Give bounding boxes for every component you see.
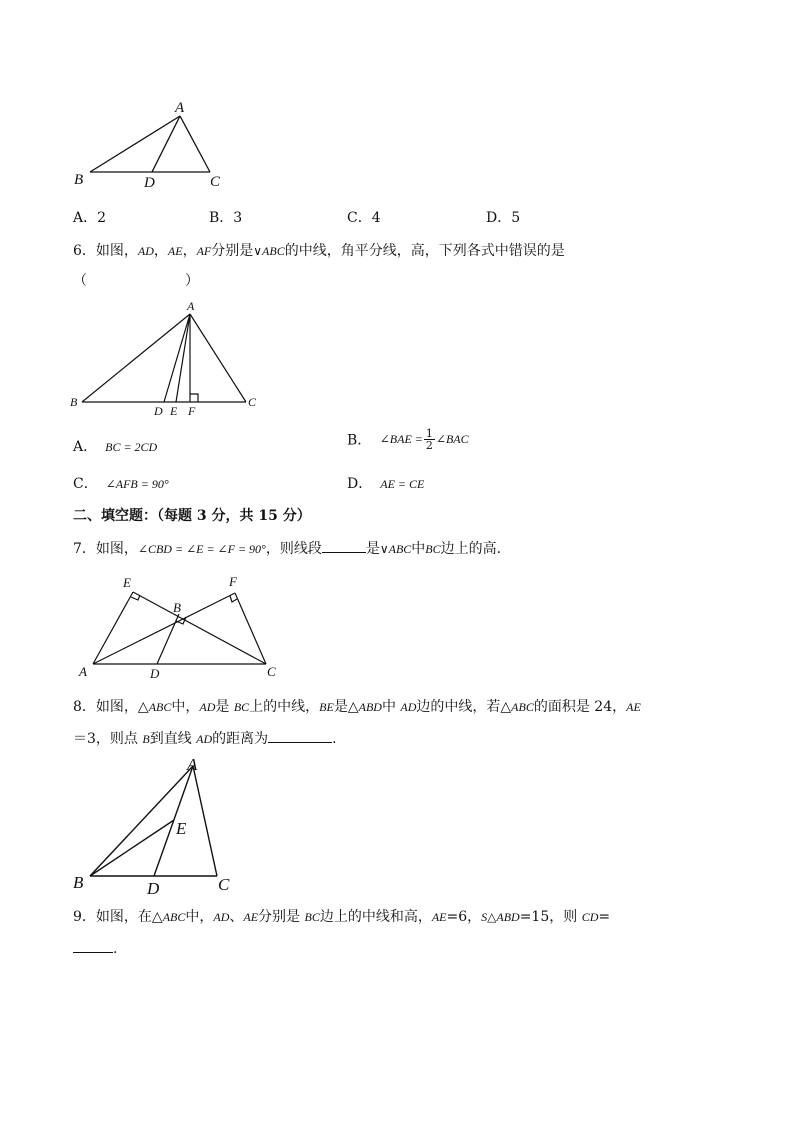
q8-stem-line2: ＝3，则点 B到直线 AD的距离为 . — [73, 731, 337, 747]
label-b: B — [173, 600, 181, 615]
label-c: C — [248, 395, 257, 409]
label-b: B — [73, 873, 84, 892]
right-angle-e — [131, 595, 140, 600]
segment-ec — [133, 592, 266, 664]
segment-fc — [235, 593, 266, 664]
label-c: C — [210, 174, 221, 190]
label-c: C — [267, 664, 276, 679]
right-angle-f — [230, 596, 237, 602]
label-d: D — [150, 666, 160, 681]
label-d: D — [144, 175, 155, 191]
segment-ba — [82, 314, 190, 402]
figure-q5-triangle — [70, 98, 240, 193]
label-e: E — [123, 575, 131, 590]
segment-ae — [176, 314, 190, 402]
q7-stem: 7．如图，∠CBD = ∠E = ∠F = 90°，则线段 是∨ABC中BC边上的高. — [73, 541, 502, 557]
q9-stem-line2: . — [73, 940, 117, 957]
segment-bd — [157, 614, 179, 664]
q6-answer-paren: （ ） — [73, 273, 199, 289]
figure-q7 — [75, 570, 290, 682]
segment-be — [90, 820, 174, 876]
label-e: E — [170, 404, 178, 418]
segment-af — [93, 593, 235, 664]
segment-ac — [193, 766, 217, 876]
label-c: C — [218, 875, 230, 894]
segment-ac — [190, 314, 246, 402]
q6-stem: 6．如图，AD，AE，AF分别是∨ABC的中线，角平分线，高，下列各式中错误的是 — [73, 243, 565, 259]
label-a: A — [187, 755, 198, 774]
q6-option-d: D． AE = CE — [347, 476, 425, 492]
q9-answer-blank[interactable] — [73, 940, 113, 953]
figure-q8-triangle — [70, 752, 245, 897]
label-a: A — [79, 664, 87, 679]
label-f: F — [229, 574, 237, 589]
q6-option-a: A． BC = 2CD — [73, 439, 158, 455]
q5-option-a: A．2 — [73, 210, 107, 226]
q5-option-c: C．4 — [347, 210, 381, 226]
q8-answer-blank[interactable] — [268, 730, 332, 743]
right-angle-mark — [190, 394, 198, 402]
segment-ad — [164, 314, 190, 402]
label-f: F — [188, 404, 196, 418]
figure-q6-triangle — [68, 296, 268, 421]
section-heading-fill-in: 二、填空题：（每题 3 分，共 15 分） — [73, 508, 311, 524]
segment-ac — [180, 116, 210, 172]
label-e: E — [176, 819, 187, 838]
segment-ae — [93, 592, 133, 664]
label-b: B — [74, 172, 84, 188]
label-a: A — [187, 299, 195, 313]
label-a: A — [175, 100, 185, 116]
label-d: D — [147, 879, 160, 898]
label-d: D — [154, 404, 163, 418]
label-b: B — [70, 395, 78, 409]
q5-option-d: D．5 — [486, 210, 521, 226]
q9-stem-line1: 9．如图，在△ABC中，AD、AE分别是 BC边上的中线和高，AE=6，S△ABD=15，则 CD= — [73, 909, 611, 925]
q7-answer-blank[interactable] — [322, 540, 366, 553]
q6-option-b: B． ∠BAE = $\frac{1}{2}$ ∠BAC — [347, 427, 469, 452]
q5-option-b: B．3 — [209, 210, 243, 226]
q8-stem-line1: 8．如图，△ABC中，AD是 BC上的中线，BE是△ABD中 AD边的中线，若△ABC的面积是 24，AE — [73, 699, 641, 715]
q6-option-c: C． ∠AFB = 90° — [73, 476, 169, 492]
